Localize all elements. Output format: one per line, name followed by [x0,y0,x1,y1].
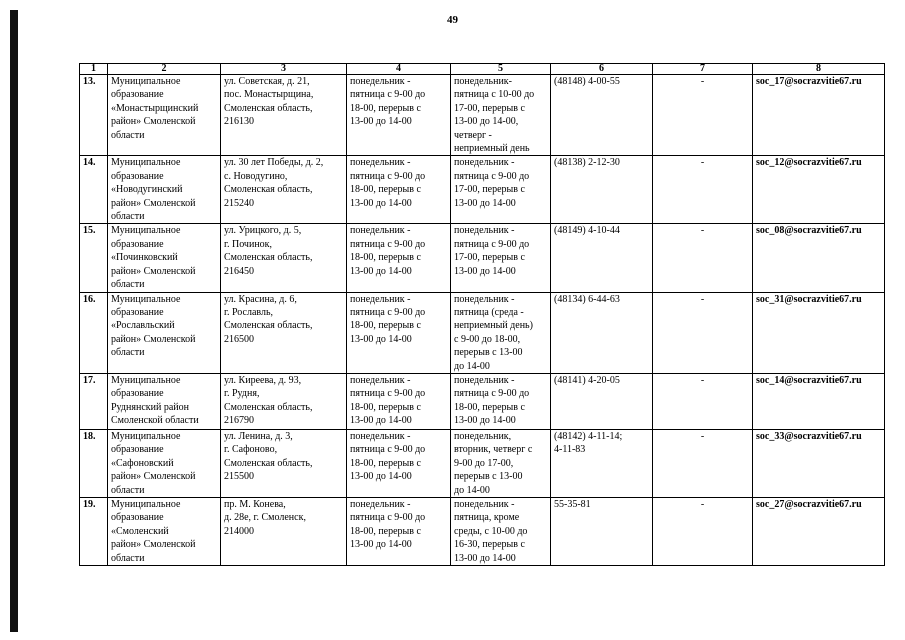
reception-hours: понедельник, вторник, четверг с 9-00 до 17-00, перерыв с 13-00 до 14-00 [451,429,551,497]
email: soc_33@socrazvitie67.ru [753,429,885,497]
column-7-value: - [653,497,753,565]
address: ул. Киреева, д. 93, г. Рудня, Смоленская область, 216790 [221,373,347,429]
row-number: 19. [80,497,108,565]
phone: (48141) 4-20-05 [551,373,653,429]
scan-edge [10,10,18,632]
header-cell: 7 [653,64,753,75]
email: soc_17@socrazvitie67.ru [753,75,885,156]
offices-table [79,63,885,566]
municipality: Муниципальное образование «Новодугинский район» Смоленской области [108,156,221,224]
table-row [80,429,885,497]
row-number: 14. [80,156,108,224]
header-row [80,64,885,75]
email: soc_31@socrazvitie67.ru [753,292,885,373]
municipality: Муниципальное образование «Рославльский район» Смоленской области [108,292,221,373]
working-hours: понедельник - пятница с 9-00 до 18-00, перерыв с 13-00 до 14-00 [347,373,451,429]
table-row [80,292,885,373]
header-cell: 5 [451,64,551,75]
reception-hours: понедельник - пятница с 9-00 до 17-00, перерыв с 13-00 до 14-00 [451,224,551,292]
column-7-value: - [653,292,753,373]
row-number: 18. [80,429,108,497]
address: пр. М. Конева, д. 28е, г. Смоленск, 214000 [221,497,347,565]
municipality: Муниципальное образование «Сафоновский район» Смоленской области [108,429,221,497]
phone: (48142) 4-11-14; 4-11-83 [551,429,653,497]
column-7-value: - [653,429,753,497]
column-7-value: - [653,156,753,224]
working-hours: понедельник - пятница с 9-00 до 18-00, перерыв с 13-00 до 14-00 [347,224,451,292]
address: ул. Ленина, д. 3, г. Сафоново, Смоленская область, 215500 [221,429,347,497]
table-row [80,373,885,429]
reception-hours: понедельник - пятница с 9-00 до 17-00, перерыв с 13-00 до 14-00 [451,156,551,224]
municipality: Муниципальное образование Руднянский район Смоленской области [108,373,221,429]
email: soc_27@socrazvitie67.ru [753,497,885,565]
row-number: 16. [80,292,108,373]
working-hours: понедельник - пятница с 9-00 до 18-00, перерыв с 13-00 до 14-00 [347,156,451,224]
table-row [80,156,885,224]
address: ул. Урицкого, д. 5, г. Починок, Смоленская область, 216450 [221,224,347,292]
municipality: Муниципальное образование «Смоленский район» Смоленской области [108,497,221,565]
reception-hours: понедельник- пятница с 10-00 до 17-00, перерыв с 13-00 до 14-00, четверг - неприемный день [451,75,551,156]
reception-hours: понедельник - пятница, кроме среды, с 10-00 до 16-30, перерыв с 13-00 до 14-00 [451,497,551,565]
row-number: 15. [80,224,108,292]
working-hours: понедельник - пятница с 9-00 до 18-00, перерыв с 13-00 до 14-00 [347,429,451,497]
email: soc_14@socrazvitie67.ru [753,373,885,429]
reception-hours: понедельник - пятница (среда - неприемный день) с 9-00 до 18-00, перерыв с 13-00 до 14-00 [451,292,551,373]
header-cell: 4 [347,64,451,75]
header-cell: 2 [108,64,221,75]
address: ул. Советская, д. 21, пос. Монастырщина, Смоленская область, 216130 [221,75,347,156]
email: soc_08@socrazvitie67.ru [753,224,885,292]
header-cell: 8 [753,64,885,75]
phone: (48138) 2-12-30 [551,156,653,224]
column-7-value: - [653,224,753,292]
column-7-value: - [653,373,753,429]
table-row [80,224,885,292]
working-hours: понедельник - пятница с 9-00 до 18-00, перерыв с 13-00 до 14-00 [347,292,451,373]
email: soc_12@socrazvitie67.ru [753,156,885,224]
working-hours: понедельник - пятница с 9-00 до 18-00, перерыв с 13-00 до 14-00 [347,75,451,156]
column-7-value: - [653,75,753,156]
header-cell: 1 [80,64,108,75]
address: ул. 30 лет Победы, д. 2, с. Новодугино, Смоленская область, 215240 [221,156,347,224]
address: ул. Красина, д. 6, г. Рославль, Смоленская область, 216500 [221,292,347,373]
header-cell: 6 [551,64,653,75]
row-number: 13. [80,75,108,156]
row-number: 17. [80,373,108,429]
phone: (48149) 4-10-44 [551,224,653,292]
working-hours: понедельник - пятница с 9-00 до 18-00, перерыв с 13-00 до 14-00 [347,497,451,565]
municipality: Муниципальное образование «Монастырщинский район» Смоленской области [108,75,221,156]
table-row [80,75,885,156]
reception-hours: понедельник - пятница с 9-00 до 18-00, перерыв с 13-00 до 14-00 [451,373,551,429]
phone: (48148) 4-00-55 [551,75,653,156]
phone: (48134) 6-44-63 [551,292,653,373]
table-row [80,497,885,565]
municipality: Муниципальное образование «Починковский район» Смоленской области [108,224,221,292]
header-cell: 3 [221,64,347,75]
phone: 55-35-81 [551,497,653,565]
page-number: 49 [447,14,458,26]
